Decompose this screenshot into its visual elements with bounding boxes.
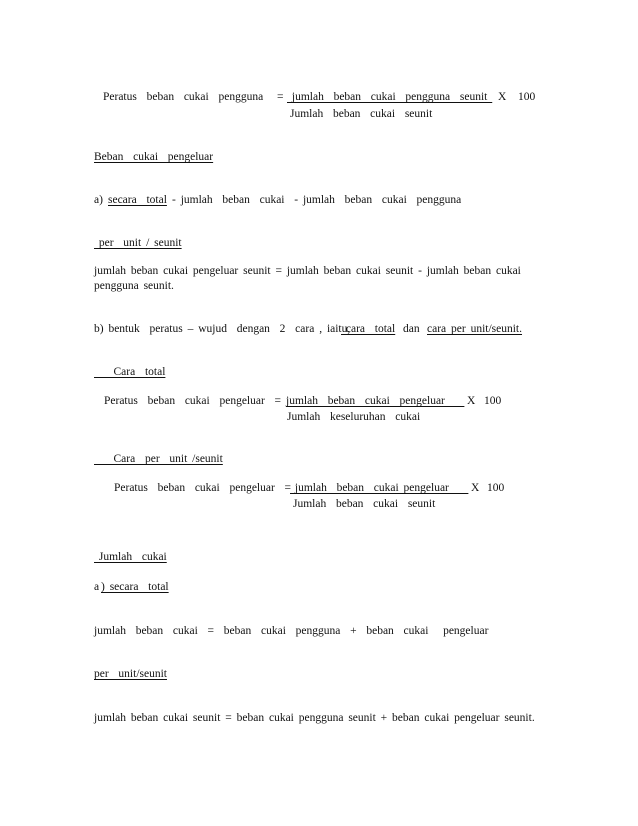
section2-a-text: jumlah beban cukai = beban cukai pengguna + beban cukai pengeluar [94,625,489,637]
cara-total-lhs: Peratus beban cukai pengeluar = [104,395,282,407]
section1-a-label: secara total [108,194,167,206]
cara-total-numerator: jumlah beban cukai pengeluar [286,395,465,407]
cara-total-times: X [467,395,476,407]
cara-total-denominator: Jumlah keseluruhan cukai [287,411,421,423]
section1-per-unit-text: jumlah beban cukai pengeluar seunit = jumlah beban cukai seunit - jumlah beban cukai pengguna seunit. [94,265,521,292]
cara-total-hundred: 100 [484,395,502,407]
section1-a-text: - jumlah beban cukai - jumlah beban cukai pengguna [172,194,462,206]
formula1-numerator: jumlah beban cukai pengguna seunit [287,91,493,103]
cara-per-unit-denominator: Jumlah beban cukai seunit [293,498,436,510]
formula1-equals: = [277,91,284,103]
section2-per-unit-label: per unit/seunit [94,668,167,680]
cara-per-unit-numerator: jumlah beban cukai pengeluar [290,482,469,494]
cara-total-heading: Cara total [94,366,166,378]
section1-b-cara-per-unit: cara per unit/seunit. [427,323,523,335]
formula1-lhs: Peratus beban cukai pengguna [103,91,264,103]
section1-per-unit-label: per unit / seunit [94,237,182,249]
formula1-denominator: Jumlah beban cukai seunit [290,108,433,120]
section1-b-cara-total: cara total [341,323,396,335]
cara-per-unit-hundred: 100 [487,482,505,494]
section1-heading: Beban cukai pengeluar [94,151,214,163]
cara-per-unit-heading: Cara per unit /seunit [94,453,223,465]
cara-per-unit-lhs: Peratus beban cukai pengeluar = [114,482,292,494]
section2-a-label: ) secara total [101,581,169,593]
cara-per-unit-times: X [471,482,480,494]
section2-a-prefix: a [94,581,100,593]
section1-b-dan: dan [403,323,420,335]
section2-per-unit-text: jumlah beban cukai seunit = beban cukai pengguna seunit + beban cukai pengeluar seunit. [94,712,535,724]
section1-b-prefix: b) bentuk peratus – wujud dengan 2 cara , iaitu, [94,323,351,335]
section1-a-prefix: a) [94,194,103,206]
formula1-times: X [498,91,507,103]
formula1-hundred: 100 [518,91,536,103]
section2-heading: Jumlah cukai [94,551,167,563]
